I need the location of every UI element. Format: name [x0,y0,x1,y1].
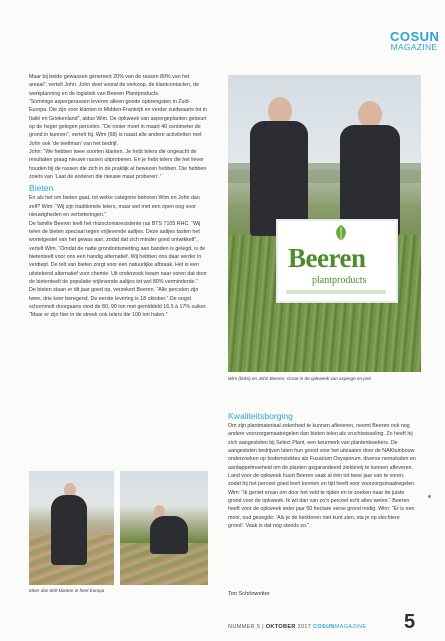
main-photo-wim-and-john [228,75,421,372]
logo-line2: MAGAZINE [390,42,438,52]
footer-brand: COSUN [313,624,335,630]
page-number: 5 [404,611,416,633]
footer-issue: NUMMER 5 [228,624,261,630]
footer-month: OKTOBER [265,624,296,630]
paragraph: De bieten staan er dit jaar goed op, verzekert Beeren. “Alle percelen zijn twee, drie keer beregend. De eerste levering is 18 oktober.” De oogst schommelt doorgaans rond de 80, 90 ton met gemiddeld 16,5 à 17% suiker. “Maar er zijn hier in de streek ook telers die 100 ton halen.” [29,287,207,319]
main-photo-caption: Wim (links) en John Beeren: Groot in de opkweek van asperge en prei [228,376,371,381]
section-heading-bieten: Bieten [29,183,54,194]
paragraph: Land voor de opkweek huurt Beeren vaak al één tot twee jaar van te voren, zodat hij het perceel goed leert kennen en tijd heeft voor voorzorgsmaatregelen. Wim: “Ik geniet ervan om door het veld te rijden en te zoeken naar de juiste grond voor de opkweek. Ik wil dan van zo’n perceel echt alles weten.” Beeren heeft voor de opkweek ieder jaar 50 hectare verse grond nodig. Wim: “Er is een mooi, oud gezegde: ‘Als je de kerktoren niet kunt zien, sta je op slechtere grond’. Vaak is dat nog steeds zo.” [228,473,416,530]
paragraph: Maar bij beide gewassen genereert 20% van de rassen 80% van het areaal”, vertelt John. John doet vooral de verkoop, de klantcontacten, de werkplanning en de logistiek van Beeren Plantproducts. [29,74,199,97]
paragraph: Om zijn plantmateriaal zekerheid te kunnen afleveren, neemt Beeren ook nog andere voorzorgsmaatregelen dan bieten telen als vruchtwisseling. Zo heeft hij zich aangesloten bij Select Plant, een keurmerk van plantenkwekers. De aangesloten bedrijven laten hun grond voor het uitzaaien door de NAKtuinbouw onderzoeken op bodemziektes als Fusarium Oxysporum, diverse nematoden en aardappelmoeheid om de planten gegarandeerd ziektevrij te kunnen afleveren. [228,423,416,471]
photo-inspecting-crop-left [29,471,114,585]
author-name: Ton Schönwetter [228,591,270,597]
logo-line1: COSUN [390,29,440,44]
leaf-logo-icon [330,224,352,242]
footer-year: 2017 [297,624,312,630]
bottom-photo-caption: Meer dan 800 klanten in heel Europa [29,588,105,593]
sign-sub: plantproducts [312,275,367,286]
footer-separator: | [262,624,264,630]
photo-inspecting-crop-right [120,471,208,585]
footer-brand-suffix: MAGAZINE [334,624,367,630]
person-head-right [358,101,382,128]
right-text-column [228,411,416,530]
paragraph: “Sommige aspergerassen leveren alleen goede opbrengsten in Zuid-Europa. Die zijn voor klanten in Midden-Frankrijk en verder zuidwaarts tot in Italië en Griekenland”, aldus Wim. De opkweek van aspergeplanten gebeurt op de hoger gelegen percelen. “De rooier moet in maart 40 centimeter de grond in kunnen”, vertelt hij. Wim (68) is naast alle andere activiteiten met John ook ‘de teeltman’ van het bedrijf. [29,99,207,147]
page-dot [428,495,431,498]
sign-contact-strip [286,290,386,294]
sign-brand: Beeren [288,243,366,273]
paragraph: John: “We hebben twee soorten klanten. Je hebt telers die ongeacht de resultaten graag nieuwe rassen uitproberen. En je hebt telers die het liever houden bij de rassen die zich in de praktijk al bewezen hebben. Die hebben zoiets van ‘Laat de anderen die nieuwe maar proberen’.” [29,149,207,181]
paragraph: De familie Beeren teelt het rhizoctoniaresistente ras BTS 7105 RHC. “Wij telen de bieten speciaal tegen vrijlevende aaltjes. Deze aaltjes tasten het wortelgestel van het gewas aan, zodat dat zich minder goed ontwikkelt”, vertelt Wim. “Omdat de natte grondontsmetting aan banden is gelegd, is de bietenteelt voor ons een handig alternatief. Wij hebben ons daar verder in verdiept. De telt van bieten zorgt voor een natuurlijke afbraak. Het is een uitstekend alternatief voor chemie. Uit onderzoek kwam naar voren dat door de bietenteelt de populatie vrijlevende aaltjes tot wel 80% verminderde.” [29,220,207,285]
section-heading-kwaliteitsborging: Kwaliteitsborging [228,411,293,421]
paragraph: En als het om bieten gaat, tot welke categorie behoren Wim en John dan zelf? Wim: “Wij zijn traditionele telers, maar wel met een open oog voor nieuwigheden en verbeteringen.” [29,195,200,219]
page-footer [228,624,366,630]
cosun-magazine-logo [390,30,438,64]
left-text-column [29,73,207,320]
person-crouching [150,516,188,554]
person-kneeling [51,495,87,565]
beeren-plantproducts-sign [276,219,398,303]
